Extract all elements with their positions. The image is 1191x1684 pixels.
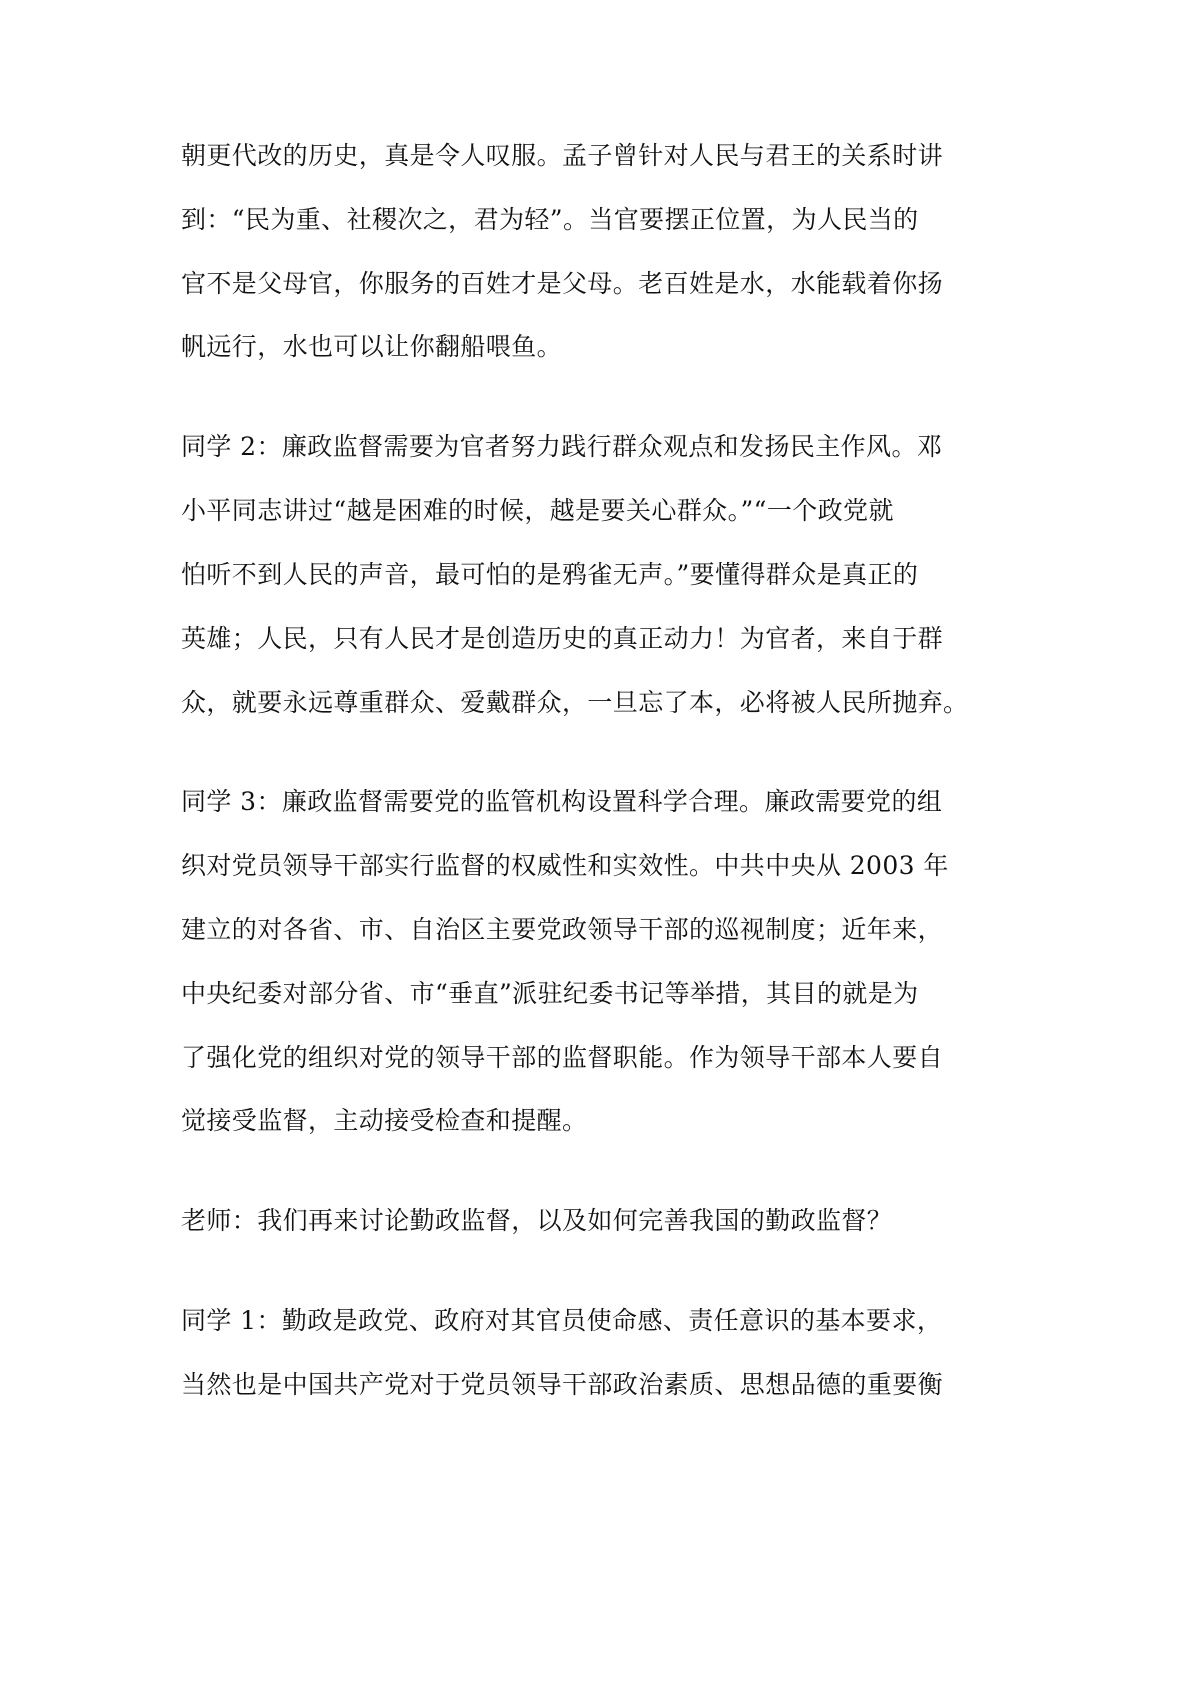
text-line: 朝更代改的历史，真是令人叹服。孟子曾针对人民与君王的关系时讲: [181, 141, 944, 170]
text-line: 老师：我们再来讨论勤政监督，以及如何完善我国的勤政监督？: [181, 1206, 893, 1235]
text-line: 帆远行，水也可以让你翻船喂鱼。: [181, 332, 563, 361]
text-line: 了强化党的组织对党的领导干部的监督职能。作为领导干部本人要自: [181, 1043, 944, 1072]
text-line: 英雄；人民，只有人民才是创造历史的真正动力！为官者，来自于群: [181, 624, 944, 653]
text-line: 织对党员领导干部实行监督的权威性和实效性。中共中央从 2003 年: [181, 851, 949, 880]
text-line: 小平同志讲过“越是困难的时候，越是要关心群众。”“一个政党就: [181, 496, 894, 525]
text-line: 中央纪委对部分省、市“垂直”派驻纪委书记等举措，其目的就是为: [181, 979, 919, 1008]
text-line: 当然也是中国共产党对于党员领导干部政治素质、思想品德的重要衡: [181, 1370, 944, 1399]
text-line: 同学 2：廉政监督需要为官者努力践行群众观点和发扬民主作风。邓: [181, 432, 943, 461]
text-line: 同学 1：勤政是政党、政府对其官员使命感、责任意识的基本要求，: [181, 1306, 943, 1335]
text-line: 怕听不到人民的声音，最可怕的是鸦雀无声。”要懂得群众是真正的: [181, 560, 919, 589]
text-line: 觉接受监督，主动接受检查和提醒。: [181, 1106, 588, 1135]
text-line: 同学 3：廉政监督需要党的监管机构设置科学合理。廉政需要党的组: [181, 787, 943, 816]
text-line: 官不是父母官，你服务的百姓才是父母。老百姓是水，水能载着你扬: [181, 269, 944, 298]
text-line: 众，就要永远尊重群众、爱戴群众，一旦忘了本，必将被人民所抛弃。: [181, 688, 969, 717]
text-line: 到：“民为重、社稷次之，君为轻”。当官要摆正位置，为人民当的: [181, 205, 919, 234]
text-line: 建立的对各省、市、自治区主要党政领导干部的巡视制度；近年来，: [181, 915, 944, 944]
